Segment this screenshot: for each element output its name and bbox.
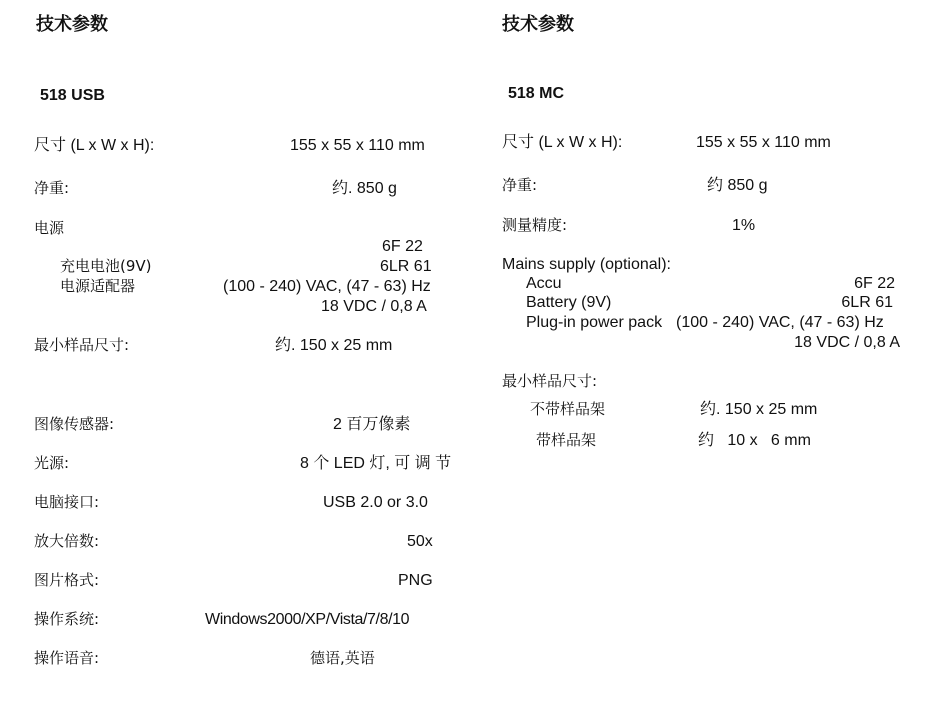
left-power-adapter-label: 电源适配器	[60, 277, 136, 295]
right-mains-pack-value: (100 - 240) VAC, (47 - 63) Hz	[676, 314, 884, 331]
left-image-format-label: 图片格式:	[34, 571, 100, 589]
right-dims-label: 尺寸 (L x W x H):	[502, 134, 623, 151]
right-with-holder-label: 带样品架	[536, 431, 597, 449]
left-os-label: 操作系统:	[34, 610, 100, 628]
left-weight-label: 净重:	[34, 179, 70, 197]
left-min-sample-label: 最小样品尺寸:	[34, 336, 130, 354]
right-accuracy-value: 1%	[732, 217, 756, 234]
left-interface-label: 电脑接口:	[34, 493, 100, 511]
left-image-format-value: PNG	[398, 572, 433, 589]
left-sensor-value: 2 百万像素	[333, 416, 411, 433]
left-magnification-label: 放大倍数:	[34, 532, 100, 550]
left-os-value: Windows2000/XP/Vista/7/8/10	[205, 611, 410, 628]
right-mains-pack-output: 18 VDC / 0,8 A	[794, 334, 900, 351]
left-power-label: 电源	[34, 219, 65, 237]
right-model-title: 518 MC	[508, 85, 565, 102]
right-heading: 技术参数	[502, 14, 574, 34]
left-interface-value: USB 2.0 or 3.0	[323, 494, 428, 511]
right-accuracy-label: 测量精度:	[502, 216, 568, 234]
left-sensor-label: 图像传感器:	[34, 415, 115, 433]
right-mains-battery-value: 6LR 61	[841, 294, 893, 311]
right-with-holder-value: 约 10 x 6 mm	[698, 432, 811, 449]
right-without-holder-label: 不带样品架	[530, 400, 606, 418]
left-power-rechargeable-value: 6LR 61	[380, 258, 432, 275]
left-language-value: 德语,英语	[310, 649, 375, 667]
left-dims-value: 155 x 55 x 110 mm	[290, 137, 425, 154]
left-weight-value: 约. 850 g	[332, 180, 397, 197]
left-power-adapter-value: (100 - 240) VAC, (47 - 63) Hz	[223, 278, 431, 295]
left-power-battery-value: 6F 22	[382, 238, 423, 255]
left-light-value: 8 个 LED 灯, 可 调 节	[300, 455, 452, 472]
left-min-sample-value: 约. 150 x 25 mm	[275, 337, 393, 354]
left-dims-label: 尺寸 (L x W x H):	[34, 137, 155, 154]
left-power-adapter-output: 18 VDC / 0,8 A	[321, 298, 427, 315]
right-weight-label: 净重:	[502, 176, 538, 194]
left-power-rechargeable-label: 充电电池(9V)	[60, 257, 152, 275]
right-weight-value: 约 850 g	[707, 177, 768, 194]
right-mains-pack-label: Plug-in power pack	[526, 314, 663, 331]
right-dims-value: 155 x 55 x 110 mm	[696, 134, 831, 151]
right-min-sample-label: 最小样品尺寸:	[502, 372, 598, 390]
right-mains-battery-label: Battery (9V)	[526, 294, 612, 311]
left-heading: 技术参数	[36, 14, 108, 34]
right-mains-accu-label: Accu	[526, 275, 562, 292]
left-language-label: 操作语音:	[34, 649, 100, 667]
right-mains-accu-value: 6F 22	[854, 275, 895, 292]
left-model-title: 518 USB	[40, 87, 105, 104]
right-without-holder-value: 约. 150 x 25 mm	[700, 401, 818, 418]
right-mains-label: Mains supply (optional):	[502, 256, 671, 273]
left-magnification-value: 50x	[407, 533, 433, 550]
left-light-label: 光源:	[34, 454, 70, 472]
